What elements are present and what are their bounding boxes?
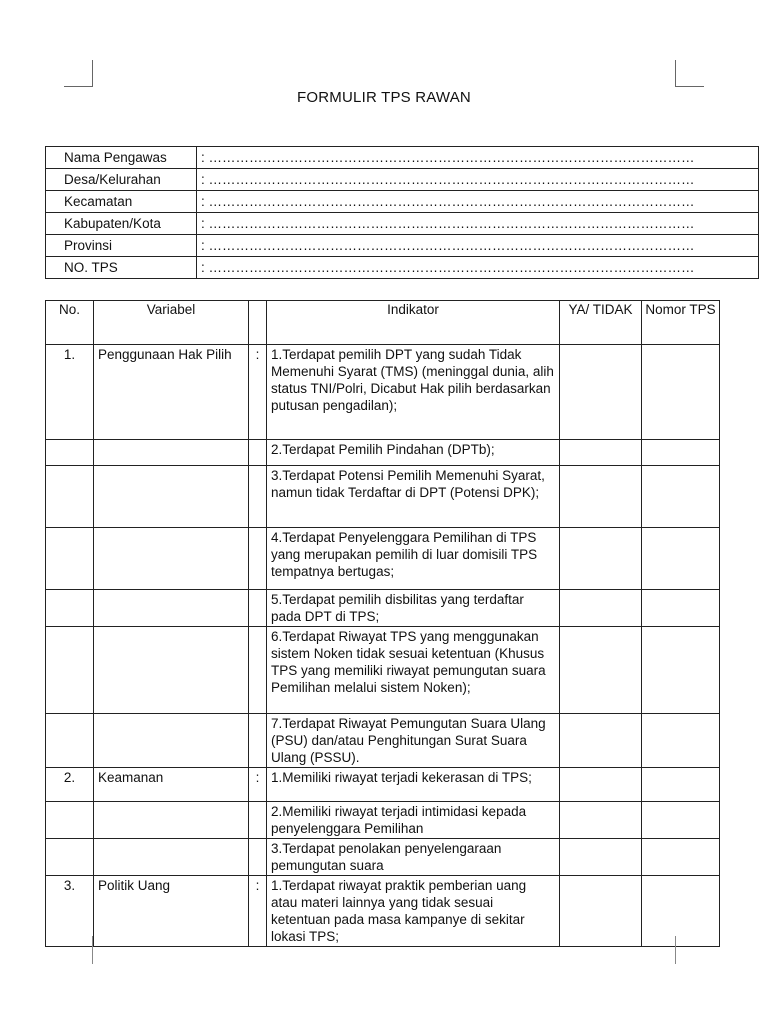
crop-mark-top-right-v <box>675 60 676 86</box>
identity-label: Kabupaten/Kota <box>46 213 197 235</box>
identity-value-field[interactable]: : ……………………………………………………………………………………………… <box>197 191 759 213</box>
row-variabel <box>94 440 249 466</box>
nomor-tps-field[interactable] <box>642 768 720 802</box>
row-indikator: 5.Terdapat pemilih disbilitas yang terdaftar pada DPT di TPS; <box>267 590 560 627</box>
table-row <box>46 466 720 528</box>
row-variabel <box>94 839 249 876</box>
identity-label: Desa/Kelurahan <box>46 169 197 191</box>
identity-value-field[interactable]: : ……………………………………………………………………………………………… <box>197 169 759 191</box>
row-variabel <box>94 802 249 839</box>
row-number <box>46 590 94 627</box>
row-indikator: 1.Memiliki riwayat terjadi kekerasan di TPS; <box>267 768 560 802</box>
row-number <box>46 802 94 839</box>
row-indikator: 7.Terdapat Riwayat Pemungutan Suara Ulang (PSU) dan/atau Penghitungan Surat Suara Ulang (PSSU). <box>267 714 560 768</box>
ya-tidak-field[interactable] <box>560 768 642 802</box>
table-row <box>46 590 720 627</box>
nomor-tps-field[interactable] <box>642 876 720 947</box>
identity-row <box>46 257 759 279</box>
nomor-tps-field[interactable] <box>642 440 720 466</box>
row-indikator: 1.Terdapat pemilih DPT yang sudah Tidak Memenuhi Syarat (TMS) (meninggal dunia, alih status TNI/Polri, Dicabut Hak pilih berdasarkan putusan pengadilan); <box>267 345 560 440</box>
identity-row <box>46 147 759 169</box>
row-colon: : <box>249 345 267 440</box>
identity-value-field[interactable]: : ……………………………………………………………………………………………… <box>197 213 759 235</box>
header-variabel: Variabel <box>94 301 249 345</box>
table-row <box>46 802 720 839</box>
header-no: No. <box>46 301 94 345</box>
ya-tidak-field[interactable] <box>560 802 642 839</box>
row-colon <box>249 627 267 714</box>
nomor-tps-field[interactable] <box>642 590 720 627</box>
ya-tidak-field[interactable] <box>560 440 642 466</box>
nomor-tps-field[interactable] <box>642 839 720 876</box>
margin-line-right <box>675 936 676 964</box>
table-row <box>46 440 720 466</box>
ya-tidak-field[interactable] <box>560 528 642 590</box>
row-colon <box>249 466 267 528</box>
table-row <box>46 714 720 768</box>
header-ya-tidak: YA/ TIDAK <box>560 301 642 345</box>
row-indikator: 3.Terdapat Potensi Pemilih Memenuhi Syarat, namun tidak Terdaftar di DPT (Potensi DPK); <box>267 466 560 528</box>
table-header-row <box>46 301 720 345</box>
row-number <box>46 528 94 590</box>
row-indikator: 2.Memiliki riwayat terjadi intimidasi kepada penyelenggara Pemilihan <box>267 802 560 839</box>
nomor-tps-field[interactable] <box>642 345 720 440</box>
row-colon <box>249 802 267 839</box>
nomor-tps-field[interactable] <box>642 627 720 714</box>
margin-line-left <box>92 936 93 964</box>
indicator-table <box>45 300 720 947</box>
identity-table <box>45 146 759 279</box>
row-number <box>46 714 94 768</box>
identity-row <box>46 213 759 235</box>
identity-label: Kecamatan <box>46 191 197 213</box>
row-indikator: 3.Terdapat penolakan penyelengaraan pemungutan suara <box>267 839 560 876</box>
row-variabel <box>94 627 249 714</box>
identity-value-field[interactable]: : ……………………………………………………………………………………………… <box>197 257 759 279</box>
identity-value-field[interactable]: : ……………………………………………………………………………………………… <box>197 147 759 169</box>
identity-value-field[interactable]: : ……………………………………………………………………………………………… <box>197 235 759 257</box>
row-variabel: Penggunaan Hak Pilih <box>94 345 249 440</box>
ya-tidak-field[interactable] <box>560 627 642 714</box>
row-number: 3. <box>46 876 94 947</box>
row-colon: : <box>249 876 267 947</box>
ya-tidak-field[interactable] <box>560 876 642 947</box>
row-number: 2. <box>46 768 94 802</box>
row-colon <box>249 528 267 590</box>
row-number: 1. <box>46 345 94 440</box>
row-colon <box>249 839 267 876</box>
crop-mark-top-left-h <box>64 86 93 87</box>
header-nomor-tps: Nomor TPS <box>642 301 720 345</box>
ya-tidak-field[interactable] <box>560 590 642 627</box>
table-row <box>46 839 720 876</box>
ya-tidak-field[interactable] <box>560 466 642 528</box>
row-indikator: 1.Terdapat riwayat praktik pemberian uang atau materi lainnya yang tidak sesuai ketentuan pada masa kampanye di sekitar lokasi TPS; <box>267 876 560 947</box>
identity-row <box>46 235 759 257</box>
header-indikator: Indikator <box>267 301 560 345</box>
header-colon <box>249 301 267 345</box>
ya-tidak-field[interactable] <box>560 714 642 768</box>
row-number <box>46 466 94 528</box>
row-indikator: 4.Terdapat Penyelenggara Pemilihan di TPS yang merupakan pemilih di luar domisili TPS tempatnya bertugas; <box>267 528 560 590</box>
row-variabel: Politik Uang <box>94 876 249 947</box>
ya-tidak-field[interactable] <box>560 839 642 876</box>
identity-label: NO. TPS <box>46 257 197 279</box>
row-colon <box>249 590 267 627</box>
ya-tidak-field[interactable] <box>560 345 642 440</box>
table-row <box>46 345 720 440</box>
row-colon <box>249 714 267 768</box>
row-number <box>46 839 94 876</box>
row-colon <box>249 440 267 466</box>
row-variabel <box>94 528 249 590</box>
row-indikator: 6.Terdapat Riwayat TPS yang menggunakan sistem Noken tidak sesuai ketentuan (Khusus TPS yang memiliki riwayat pemungutan suara Pemilihan melalui sistem Noken); <box>267 627 560 714</box>
row-variabel <box>94 466 249 528</box>
page-title: FORMULIR TPS RAWAN <box>297 89 471 106</box>
table-row <box>46 528 720 590</box>
table-row <box>46 627 720 714</box>
nomor-tps-field[interactable] <box>642 714 720 768</box>
identity-row <box>46 191 759 213</box>
row-number <box>46 627 94 714</box>
nomor-tps-field[interactable] <box>642 466 720 528</box>
identity-label: Provinsi <box>46 235 197 257</box>
row-variabel <box>94 714 249 768</box>
crop-mark-top-right-h <box>675 86 704 87</box>
row-variabel <box>94 590 249 627</box>
identity-row <box>46 169 759 191</box>
crop-mark-top-left-v <box>92 60 93 86</box>
table-row <box>46 768 720 802</box>
identity-label: Nama Pengawas <box>46 147 197 169</box>
row-colon: : <box>249 768 267 802</box>
table-row <box>46 876 720 947</box>
nomor-tps-field[interactable] <box>642 528 720 590</box>
nomor-tps-field[interactable] <box>642 802 720 839</box>
row-number <box>46 440 94 466</box>
row-indikator: 2.Terdapat Pemilih Pindahan (DPTb); <box>267 440 560 466</box>
row-variabel: Keamanan <box>94 768 249 802</box>
